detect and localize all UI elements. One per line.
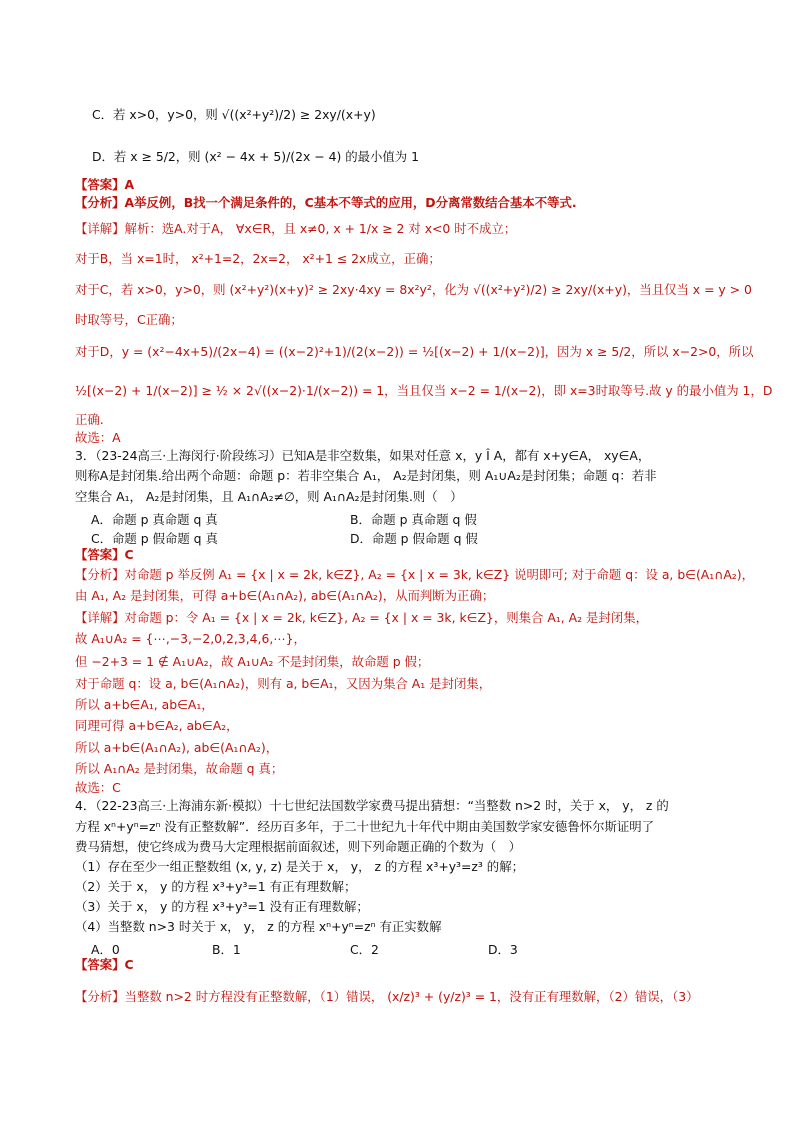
- q3-option-c: C．命题 p 假命题 q 真: [91, 531, 218, 546]
- question-4-line-3: 费马猜想，使它终成为费马大定理根据前面叙述，则下列命题正确的个数为（ ）: [75, 839, 522, 854]
- detail-3-line-1: 【详解】对命题 p：令 A₁ = {x | x = 2k, k∈Z}, A₂ = {x | x = 3k, k∈Z}，则集合 A₁, A₂ 是封闭集，: [75, 610, 648, 625]
- question-3-line-1: 3．（23-24高三·上海闵行·阶段练习）已知A是非空数集，如果对任意 x，y Î A，都有 x+y∈A， xy∈A，: [75, 448, 651, 463]
- detail-3-line-6: 同理可得 a+b∈A₂, ab∈A₂，: [75, 718, 239, 733]
- question-4-line-1: 4．（22-23高三·上海浦东新·模拟）十七世纪法国数学家费马提出猜想：“当整数 n>2 时，关于 x， y， z 的: [75, 798, 669, 813]
- choice-line: 故选：A: [75, 430, 121, 445]
- q3-option-a: A．命题 p 真命题 q 真: [91, 512, 218, 527]
- q4-statement-2: （2）关于 x， y 的方程 x³+y³=1 有正有理数解；: [75, 879, 357, 894]
- q4-option-c: C．2: [350, 942, 379, 957]
- detail-line-d2: ½[(x−2) + 1/(x−2)] ≥ ½ × 2√((x−2)·1/(x−2)) = 1，当且仅当 x−2 = 1/(x−2)，即 x=3时取等号.故 y 的最小值为 1，D: [75, 383, 773, 398]
- analysis-text: 【分析】A举反例，B找一个满足条件的，C基本不等式的应用，D分离常数结合基本不等式.: [75, 195, 577, 210]
- detail-line-d3: 正确.: [75, 412, 104, 427]
- question-4-line-2: 方程 xⁿ+yⁿ=zⁿ 没有正整数解”．经历百多年，于二十世纪九十年代中期由美国数学家安德鲁怀尔斯证明了: [75, 819, 655, 834]
- question-3-line-2: 则称A是封闭集.给出两个命题：命题 p：若非空集合 A₁， A₂是封闭集，则 A₁∪A₂是封闭集；命题 q：若非: [75, 468, 657, 483]
- detail-3-line-4: 对于命题 q：设 a, b∈(A₁∩A₂)，则有 a, b∈A₁，又因为集合 A₁ 是封闭集，: [75, 676, 492, 691]
- q4-option-d: D．3: [488, 942, 518, 957]
- detail-line-b: 对于B，当 x=1时， x²+1=2，2x=2， x²+1 ≤ 2x成立，正确；: [75, 251, 441, 266]
- answer-label-4: 【答案】C: [75, 957, 134, 972]
- q4-statement-4: （4）当整数 n>3 时关于 x， y， z 的方程 xⁿ+yⁿ=zⁿ 有正实数解: [75, 919, 442, 934]
- detail-line-c2: 时取等号，C正确；: [75, 312, 183, 327]
- detail-3-line-3: 但 −2+3 = 1 ∉ A₁∪A₂，故 A₁∪A₂ 不是封闭集，故命题 p 假；: [75, 654, 430, 669]
- answer-label: 【答案】A: [75, 177, 135, 192]
- q4-option-a: A．0: [91, 942, 120, 957]
- q3-option-d: D．命题 p 假命题 q 假: [350, 531, 478, 546]
- option-c-line: C．若 x>0，y>0，则 √((x²+y²)/2) ≥ 2xy/(x+y): [92, 107, 376, 122]
- detail-line-d1: 对于D，y = (x²−4x+5)/(2x−4) = ((x−2)²+1)/(2(x−2)) = ½[(x−2) + 1/(x−2)]，因为 x ≥ 5/2，所以 x−2>0，所以: [75, 344, 754, 359]
- choice-line-3: 故选：C: [75, 780, 121, 795]
- detail-3-line-5: 所以 a+b∈A₁, ab∈A₁，: [75, 697, 214, 712]
- analysis-3-line-2: 由 A₁, A₂ 是封闭集，可得 a+b∈(A₁∩A₂), ab∈(A₁∩A₂)，从而判断为正确；: [75, 588, 495, 603]
- q4-option-b: B．1: [212, 942, 241, 957]
- detail-line-c1: 对于C，若 x>0，y>0，则 (x²+y²)(x+y)² ≥ 2xy·4xy = 8x²y²，化为 √((x²+y²)/2) ≥ 2xy/(x+y)，当且仅当 x = y > 0: [75, 282, 752, 297]
- q3-option-b: B．命题 p 真命题 q 假: [350, 512, 477, 527]
- detail-text: 【详解】解析：选A.对于A， ∀x∈R，且 x≠0, x + 1/x ≥ 2 对 x<0 时不成立；: [75, 221, 517, 236]
- q4-statement-1: （1）存在至少一组正整数组 (x, y, z) 是关于 x， y， z 的方程 x³+y³=z³ 的解；: [75, 859, 524, 874]
- question-3-line-3: 空集合 A₁， A₂是封闭集，且 A₁∩A₂≠∅，则 A₁∩A₂是封闭集.则（ ）: [75, 489, 463, 504]
- detail-3-line-7: 所以 a+b∈(A₁∩A₂), ab∈(A₁∩A₂)，: [75, 740, 279, 755]
- answer-label-3: 【答案】C: [75, 547, 134, 562]
- analysis-4-line-1: 【分析】当整数 n>2 时方程没有正整数解，（1）错误， (x/z)³ + (y/z)³ = 1，没有正有理数解，（2）错误，（3）: [75, 989, 699, 1004]
- detail-3-line-2: 故 A₁∪A₂ = {⋯,−3,−2,0,2,3,4,6,⋯}，: [75, 631, 306, 646]
- q4-statement-3: （3）关于 x， y 的方程 x³+y³=1 没有正有理数解；: [75, 899, 369, 914]
- option-d-line: D．若 x ≥ 5/2，则 (x² − 4x + 5)/(2x − 4) 的最小值为 1: [92, 149, 420, 164]
- analysis-3-line-1: 【分析】对命题 p 举反例 A₁ = {x | x = 2k, k∈Z}, A₂ = {x | x = 3k, k∈Z} 说明即可; 对于命题 q：设 a, b∈(A₁∩A₂)，: [75, 567, 754, 582]
- detail-3-line-8: 所以 A₁∩A₂ 是封闭集，故命题 q 真；: [75, 761, 284, 776]
